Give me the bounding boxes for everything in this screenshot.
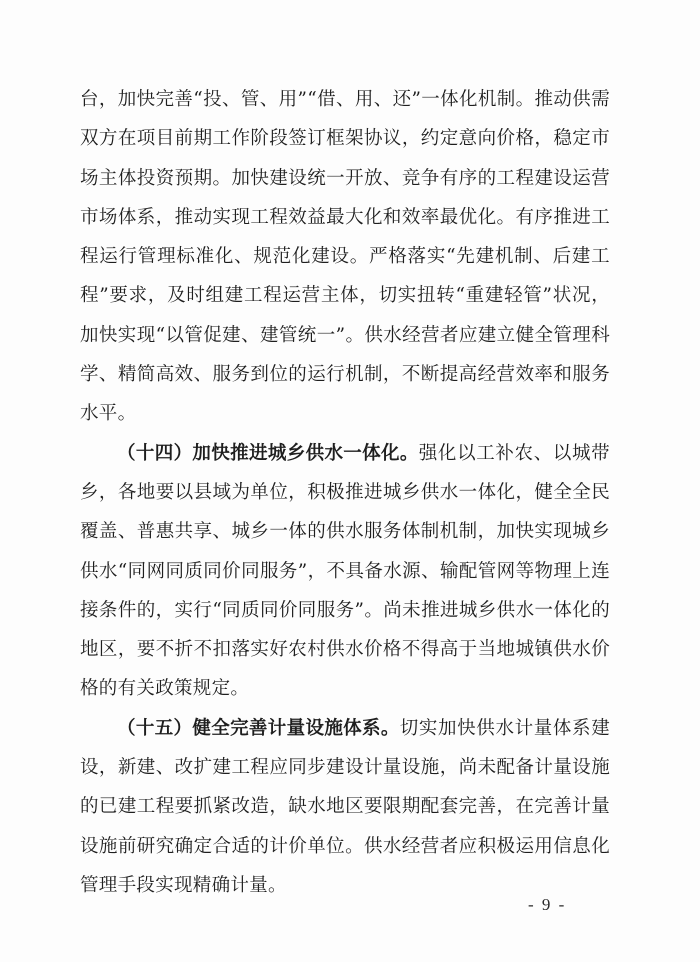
- page-number: - 9 -: [528, 895, 567, 914]
- paragraph-continuation: [80, 80, 610, 434]
- paragraph-text: 强化以工补农、以城带乡，各地要以县域为单位，积极推进城乡供水一体化，健全全民覆盖、普惠共享、城乡一体的供水服务体制机制，加快实现城乡供水“同网同质同价同服务”，不具备水源、输配管网等物理上连接条件的，实行“同质同价同服务”。尚未推进城乡供水一体化的地区，要不折不扣落实好农村供水价格不得高于当地城镇供水价格的有关政策规定。: [80, 442, 610, 700]
- body-text: [80, 80, 610, 905]
- paragraph-text: 切实加快供水计量体系建设，新建、改扩建工程应同步建设计量设施，尚未配备计量设施的已建工程要抓紧改造，缺水地区要限期配套完善，在完善计量设施前研究确定合适的计价单位。供水经营者应积极运用信息化管理手段实现精确计量。: [80, 717, 610, 896]
- paragraph-section-14: [80, 434, 610, 709]
- paragraph-text: 台，加快完善“投、管、用”“借、用、还”一体化机制。推动供需双方在项目前期工作阶段签订框架协议，约定意向价格，稳定市场主体投资预期。加快建设统一开放、竞争有序的工程建设运营市场体系，推动实现工程效益最大化和效率最优化。有序推进工程运行管理标准化、规范化建设。严格落实“先建机制、后建工程”要求，及时组建工程运营主体，切实扭转“重建轻管”状况，加快实现“以管促建、建管统一”。供水经营者应建立健全管理科学、精简高效、服务到位的运行机制，不断提高经营效率和服务水平。: [80, 89, 610, 425]
- paragraph-section-15: [80, 709, 610, 905]
- section-heading-14: （十四）加快推进城乡供水一体化。: [117, 442, 419, 464]
- section-heading-15: （十五）健全完善计量设施体系。: [117, 717, 400, 739]
